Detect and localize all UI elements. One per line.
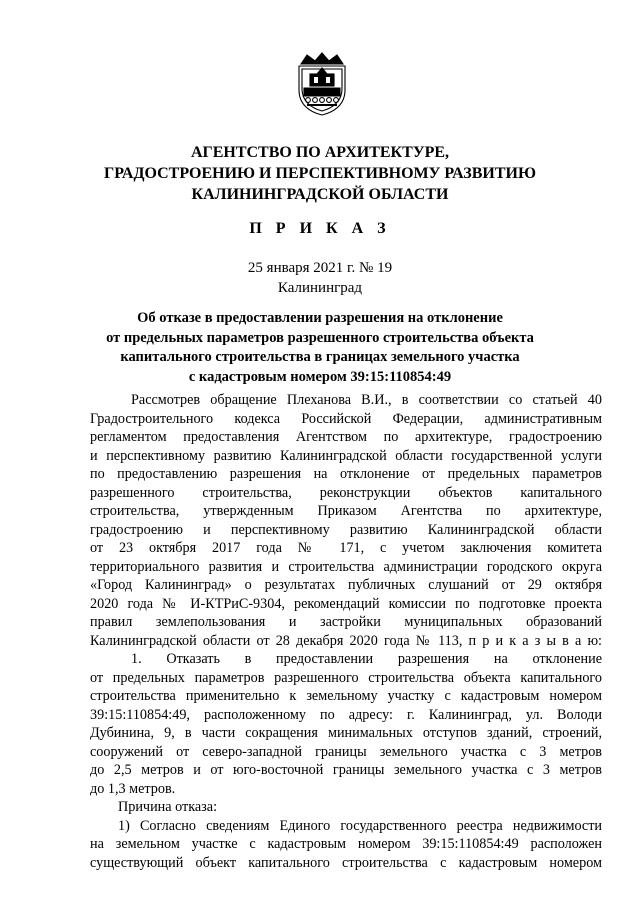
body-line: Причина отказа: — [118, 799, 218, 815]
body-line: градостроению и перспективному развитию Калининградской области — [90, 521, 602, 538]
body-line: строительства, утвержденным Приказом Агентства по архитектуре, — [90, 503, 602, 519]
subject-line: от предельных параметров разрешенного строительства объекта — [106, 329, 534, 346]
body-line: Градостроительного кодекса Российской Федерации, административным — [90, 410, 602, 427]
body-line: правил землепользования и застройки муниципальных образований — [90, 614, 602, 630]
body-line: и перспективному развитию Калининградской области государственной услуги — [90, 447, 602, 464]
body-line: 39:15:110854:49, расположенному по адресу: г. Калининград, ул. Володи — [90, 706, 602, 723]
body-line: «Город Калининград» о результатах публичных слушаний от 29 октября — [90, 577, 602, 593]
body-line: Рассмотрев обращение Плеханова В.И., в соответствии со статьей 40 — [131, 392, 602, 408]
body-line: Дубинина, 9, в части сокращения минимальных отступов зданий, строений, — [90, 725, 602, 741]
subject-line: капитального строительства в границах земельного участка — [120, 349, 520, 365]
body-line: 1) Согласно сведениям Единого государственного реестра недвижимости — [118, 817, 602, 834]
agency-line: ГРАДОСТРОЕНИЮ И ПЕРСПЕКТИВНОМУ РАЗВИТИЮ — [104, 165, 536, 182]
agency-line: АГЕНТСТВО ПО АРХИТЕКТУРЕ, — [190, 144, 450, 161]
body-line: территориального развития и строительства администрации городского округа — [90, 558, 602, 575]
kaliningrad-coat-of-arms-icon — [293, 52, 351, 116]
order-city: Калининград — [277, 280, 363, 296]
order-title: П Р И К А З — [249, 220, 391, 237]
order-date-number: 25 января 2021 г. № 19 — [247, 260, 393, 276]
body-line: 2020 года № И-КТРиС-9304, рекомендаций комиссии по подготовке проекта — [90, 595, 602, 612]
order-body — [90, 391, 602, 872]
body-line: 1. Отказать в предоставлении разрешения на отклонение — [131, 651, 602, 667]
body-line: строительства применительно к земельному участку с кадастровым номером — [90, 688, 602, 704]
order-subject — [0, 309, 640, 387]
order-date-block — [0, 258, 640, 298]
agency-name — [0, 142, 640, 205]
body-line: до 1,3 метров. — [90, 780, 176, 797]
agency-line: КАЛИНИНГРАДСКОЙ ОБЛАСТИ — [191, 186, 449, 203]
body-line: разрешенного строительства, реконструкции объектов капитального — [90, 484, 602, 501]
body-line: регламентом предоставления Агентством по архитектуре, градостроению — [90, 429, 602, 445]
subject-line: с кадастровым номером 39:15:110854:49 — [188, 368, 452, 385]
body-line: от 23 октября 2017 года № 171, с учетом заключения комитета — [90, 540, 602, 556]
body-line: существующий объект капитального строительства с кадастровым номером — [90, 854, 602, 871]
subject-line: Об отказе в предоставлении разрешения на отклонение — [137, 310, 503, 326]
body-line: до 2,5 метров и от юго-восточной границы земельного участка с 3 метров — [90, 762, 602, 778]
body-line: на земельном участке с кадастровым номером 39:15:110854:49 расположен — [90, 836, 602, 852]
body-line: по предоставлению разрешения на отклонение от предельных параметров — [90, 466, 602, 482]
body-line: сооружений от северо-западной границы земельного участка с 3 метров — [90, 743, 602, 760]
body-line: Калининградской области от 28 декабря 2020 года № 113, п р и к а з ы в а ю: — [90, 632, 602, 649]
body-line: от предельных параметров разрешенного строительства объекта капитального — [90, 669, 602, 686]
